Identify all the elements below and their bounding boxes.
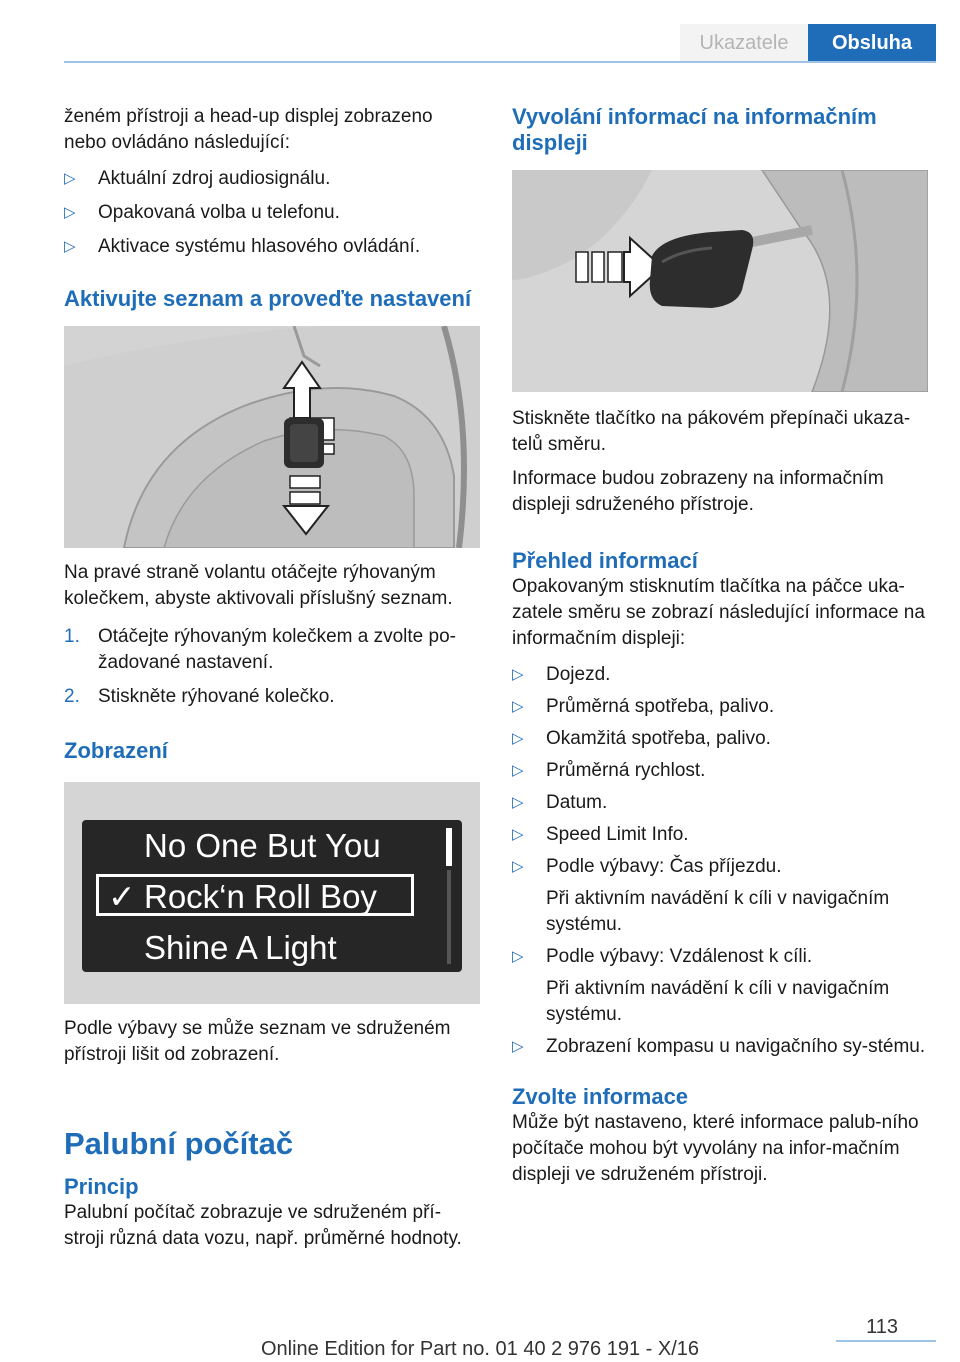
bullet-triangle-icon: ▷ [512,948,524,965]
list-item: ▷ Průměrná rychlost. [512,758,928,784]
heading-principle: Princip [64,1174,139,1199]
press-paragraph: Stiskněte tlačítko na pákovém přepínači ukaza-telů směru. [512,408,911,455]
bullet-triangle-icon: ▷ [512,666,524,683]
turn-signal-illustration [512,170,928,392]
display-row-3: Shine A Light [144,929,337,966]
list-item: ▷ Opakovaná volba u telefonu. [64,200,480,226]
bullet-triangle-icon: ▷ [512,794,524,811]
bullet-triangle-icon: ▷ [512,698,524,715]
heading-overview: Přehled informací [512,548,698,573]
bullet-triangle-icon: ▷ [64,170,76,187]
heading-board-computer: Palubní počítač [64,1126,294,1161]
right-column [512,104,928,1188]
list-item: ▷ Dojezd. [512,662,928,688]
list-item-note: Při aktivním navádění k cíli v navigačním systému. [546,888,890,935]
info-list [512,662,928,1060]
heading-display: Zobrazení [64,738,168,763]
list-item: ▷ Zobrazení kompasu u navigačního sy-stému. [512,1034,928,1060]
display-paragraph: Podle výbavy se může seznam ve sdruženém přístroji lišit od zobrazení. [64,1018,451,1065]
list-item: ▷ Aktivace systému hlasového ovládání. [64,234,480,260]
intro-paragraph: ženém přístroji a head-up displej zobrazeno nebo ovládáno následující: [64,106,433,153]
heading-call-info: Vyvolání informací na informačním displeji [512,104,877,155]
turn-signal-figure [512,170,928,392]
heading-activate-list: Aktivujte seznam a proveďte nastavení [64,286,472,311]
tab-ukazatele[interactable]: Ukazatele [680,24,808,62]
step-number: 1. [64,626,80,647]
list-item: ▷ Podle výbavy: Vzdálenost k cíli. [512,944,928,970]
edition-footer: Online Edition for Part no. 01 40 2 976 191 - X/16 [260,1338,700,1360]
header-rule [64,61,936,63]
list-item: 1. Otáčejte rýhovaným kolečkem a zvolte po-žadované nastavení. [64,626,456,673]
steering-wheel-illustration [64,326,480,548]
list-item: ▷ Datum. [512,790,928,816]
list-item: 2. Stiskněte rýhované kolečko. [64,684,480,710]
list-item-note: Při aktivním navádění k cíli v navigačním systému. [546,978,890,1025]
shown-paragraph: Informace budou zobrazeny na informačním displeji sdruženého přístroje. [512,468,884,515]
choose-paragraph: Může být nastaveno, které informace palub-ního počítače mohou být vyvolány na infor-mačním displeji ve sdruženém přístroji. [512,1112,919,1185]
bullet-triangle-icon: ▷ [512,730,524,747]
tab-obsluha[interactable]: Obsluha [808,24,936,62]
steps-list [64,624,480,710]
bullet-triangle-icon: ▷ [512,762,524,779]
bullet-triangle-icon: ▷ [512,826,524,843]
list-item: ▷ Aktuální zdroj audiosignálu. [64,166,480,192]
overview-paragraph: Opakovaným stisknutím tlačítka na páčce uka-zatele směru se zobrazí následující informace na informačním displeji: [512,576,925,649]
display-screen [82,820,462,972]
display-scrollbar-thumb [446,828,452,866]
source-list [64,166,480,260]
wheel-paragraph: Na pravé straně volantu otáčejte rýhovaným kolečkem, abyste aktivovali příslušný seznam. [64,562,453,609]
list-item: ▷ Průměrná spotřeba, palivo. [512,694,928,720]
bullet-triangle-icon: ▷ [512,858,524,875]
page-number: 113 [866,1316,898,1338]
bullet-triangle-icon: ▷ [64,238,76,255]
bullet-triangle-icon: ▷ [512,1038,524,1055]
left-column [64,104,480,1252]
display-row-1: No One But You [144,827,381,864]
bullet-triangle-icon: ▷ [64,204,76,221]
display-figure [64,782,480,1004]
display-scrollbar-track [447,870,451,964]
list-item: ▷ Okamžitá spotřeba, palivo. [512,726,928,752]
step-number: 2. [64,686,80,707]
check-icon: ✓ [108,878,136,915]
heading-choose-info: Zvolte informace [512,1084,689,1109]
header-tabs [680,24,936,62]
display-row-2: Rock‘n Roll Boy [144,878,377,915]
steering-wheel-figure [64,326,480,548]
principle-paragraph: Palubní počítač zobrazuje ve sdruženém pří-stroji různá data vozu, např. průměrné hodnoty. [64,1202,462,1249]
list-item: ▷ Podle výbavy: Čas příjezdu. [512,854,928,880]
list-item: ▷ Speed Limit Info. [512,822,928,848]
